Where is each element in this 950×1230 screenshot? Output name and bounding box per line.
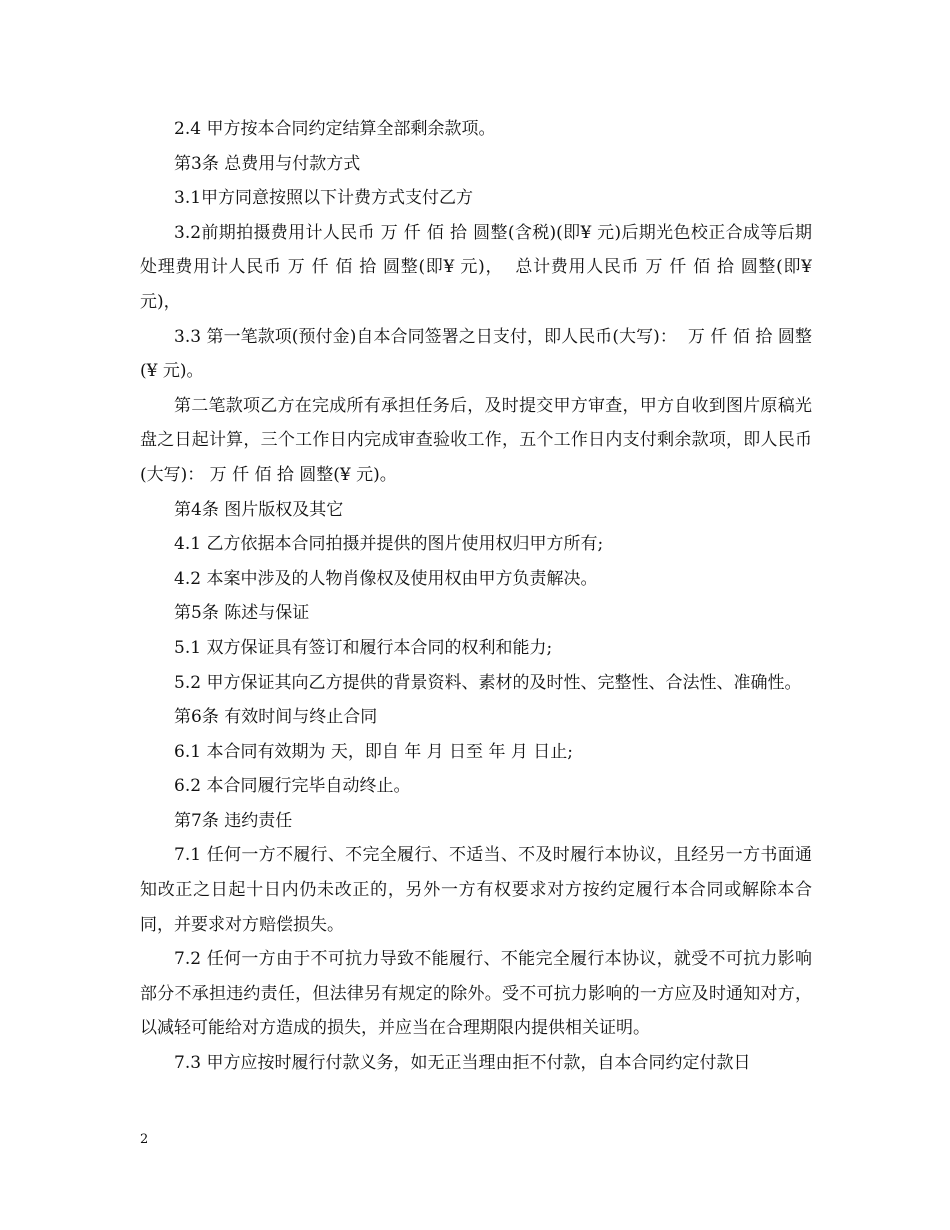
paragraph-4-1: 4.1 乙方依据本合同拍摄并提供的图片使用权归甲方所有; <box>174 534 604 555</box>
document-body <box>140 112 818 1081</box>
paragraph-3-1: 3.1甲方同意按照以下计费方式支付乙方 <box>174 188 474 209</box>
heading-article-3: 第3条 总费用与付款方式 <box>174 153 361 174</box>
paragraph-second-payment: 第二笔款项乙方在完成所有承担任务后，及时提交甲方审查，甲方自收到图片原稿光盘之日起计算，三个工作日内完成审查验收工作，五个工作日内支付剩余款项，即人民币(大写)： 万 仟 佰 拾 圆整(¥ 元)。 <box>140 395 812 485</box>
page-number: 2 <box>140 1132 149 1147</box>
paragraph-3-2: 3.2前期拍摄费用计人民币 万 仟 佰 拾 圆整(含税)(即¥ 元)后期光色校正合成等后期处理费用计人民币 万 仟 佰 拾 圆整(即¥ 元)， 总计费用人民币 万 仟 佰 拾 圆整(即¥ 元)， <box>140 222 818 312</box>
paragraph-3-3: 3.3 第一笔款项(预付金)自本合同签署之日支付，即人民币(大写)： 万 仟 佰 拾 圆整(¥ 元)。 <box>140 326 812 382</box>
heading-article-7: 第7条 违约责任 <box>174 810 293 831</box>
paragraph-5-2: 5.2 甲方保证其向乙方提供的背景资料、素材的及时性、完整性、合法性、准确性。 <box>174 672 802 693</box>
paragraph-6-1: 6.1 本合同有效期为 天，即自 年 月 日至 年 月 日止; <box>174 741 573 762</box>
heading-article-6: 第6条 有效时间与终止合同 <box>174 707 378 728</box>
paragraph-5-1: 5.1 双方保证具有签订和履行本合同的权利和能力; <box>174 637 553 658</box>
paragraph-6-2: 6.2 本合同履行完毕自动终止。 <box>174 776 411 797</box>
paragraph-7-3: 7.3 甲方应按时履行付款义务，如无正当理由拒不付款，自本合同约定付款日 <box>174 1053 751 1074</box>
paragraph-7-1: 7.1 任何一方不履行、不完全履行、不适当、不及时履行本协议，且经另一方书面通知改正之日起十日内仍未改正的，另外一方有权要求对方按约定履行本合同或解除本合同，并要求对方赔偿损失。 <box>140 845 812 935</box>
paragraph-2-4: 2.4 甲方按本合同约定结算全部剩余款项。 <box>174 119 496 139</box>
heading-article-5: 第5条 陈述与保证 <box>174 603 310 624</box>
paragraph-4-2: 4.2 本案中涉及的人物肖像权及使用权由甲方负责解决。 <box>174 568 598 589</box>
paragraph-7-2: 7.2 任何一方由于不可抗力导致不能履行、不能完全履行本协议，就受不可抗力影响部分不承担违约责任，但法律另有规定的除外。受不可抗力影响的一方应及时通知对方，以减轻可能给对方造成的损失，并应当在合理期限内提供相关证明。 <box>140 949 812 1039</box>
heading-article-4: 第4条 图片版权及其它 <box>174 499 344 520</box>
